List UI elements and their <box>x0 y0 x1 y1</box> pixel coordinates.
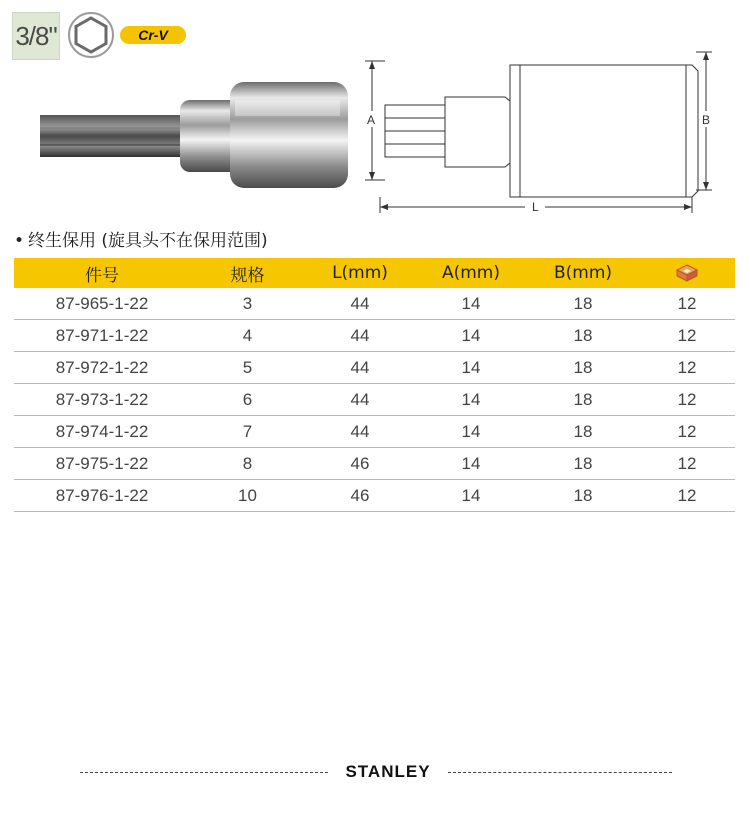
material-badge: Cr-V <box>120 26 186 44</box>
cell-dim-b: 18 <box>527 384 639 416</box>
table-row <box>14 320 735 352</box>
divider-left <box>80 772 328 773</box>
cell-part-number: 87-971-1-22 <box>14 320 190 352</box>
dimension-label-l: L <box>532 200 539 214</box>
cell-package-qty: 12 <box>639 448 735 480</box>
drive-size-badge: 3/8" <box>12 12 60 60</box>
cell-length: 44 <box>305 416 415 448</box>
cell-dim-b: 18 <box>527 416 639 448</box>
bullet: • <box>14 231 25 251</box>
header-part-number: 件号 <box>14 258 190 288</box>
table-row <box>14 480 735 512</box>
cell-part-number: 87-974-1-22 <box>14 416 190 448</box>
cell-dim-b: 18 <box>527 352 639 384</box>
cell-size: 8 <box>190 448 305 480</box>
footer-brand-line <box>80 760 672 784</box>
cell-length: 44 <box>305 320 415 352</box>
product-photo <box>30 70 350 200</box>
cell-length: 46 <box>305 448 415 480</box>
cell-dim-a: 14 <box>415 352 527 384</box>
cell-size: 6 <box>190 384 305 416</box>
cell-length: 44 <box>305 384 415 416</box>
cell-package-qty: 12 <box>639 480 735 512</box>
table-header-row <box>14 258 735 288</box>
cell-dim-a: 14 <box>415 416 527 448</box>
cell-dim-b: 18 <box>527 288 639 320</box>
cell-package-qty: 12 <box>639 416 735 448</box>
dimension-label-a: A <box>367 113 376 127</box>
cell-length: 46 <box>305 480 415 512</box>
cell-dim-a: 14 <box>415 384 527 416</box>
table-row <box>14 352 735 384</box>
warranty-note <box>14 226 268 251</box>
cell-dim-b: 18 <box>527 448 639 480</box>
table-row <box>14 416 735 448</box>
cell-part-number: 87-973-1-22 <box>14 384 190 416</box>
cell-size: 10 <box>190 480 305 512</box>
cell-part-number: 87-976-1-22 <box>14 480 190 512</box>
spec-table <box>14 258 735 512</box>
cell-size: 3 <box>190 288 305 320</box>
table-row <box>14 384 735 416</box>
header-dim-b: B(mm) <box>527 258 639 288</box>
cell-part-number: 87-975-1-22 <box>14 448 190 480</box>
table-row <box>14 288 735 320</box>
header-package-qty <box>639 258 735 288</box>
cell-size: 7 <box>190 416 305 448</box>
cell-size: 5 <box>190 352 305 384</box>
cell-dim-a: 14 <box>415 288 527 320</box>
dimension-label-b: B <box>702 113 711 127</box>
table-row <box>14 448 735 480</box>
header-length: L(mm) <box>305 258 415 288</box>
header-size: 规格 <box>190 258 305 288</box>
cell-dim-a: 14 <box>415 480 527 512</box>
hexagon-icon <box>67 11 115 59</box>
divider-right <box>448 772 672 773</box>
cell-part-number: 87-972-1-22 <box>14 352 190 384</box>
warranty-text: 终生保用 (旋具头不在保用范围) <box>28 231 268 251</box>
stanley-logo: STANLEY <box>345 762 431 781</box>
cell-part-number: 87-965-1-22 <box>14 288 190 320</box>
cell-length: 44 <box>305 352 415 384</box>
cell-size: 4 <box>190 320 305 352</box>
package-box-icon <box>675 263 699 283</box>
cell-dim-a: 14 <box>415 448 527 480</box>
cell-package-qty: 12 <box>639 352 735 384</box>
cell-package-qty: 12 <box>639 320 735 352</box>
cell-dim-b: 18 <box>527 320 639 352</box>
cell-dim-b: 18 <box>527 480 639 512</box>
cell-dim-a: 14 <box>415 320 527 352</box>
cell-package-qty: 12 <box>639 384 735 416</box>
dimension-drawing <box>360 45 720 220</box>
cell-package-qty: 12 <box>639 288 735 320</box>
header-dim-a: A(mm) <box>415 258 527 288</box>
cell-length: 44 <box>305 288 415 320</box>
